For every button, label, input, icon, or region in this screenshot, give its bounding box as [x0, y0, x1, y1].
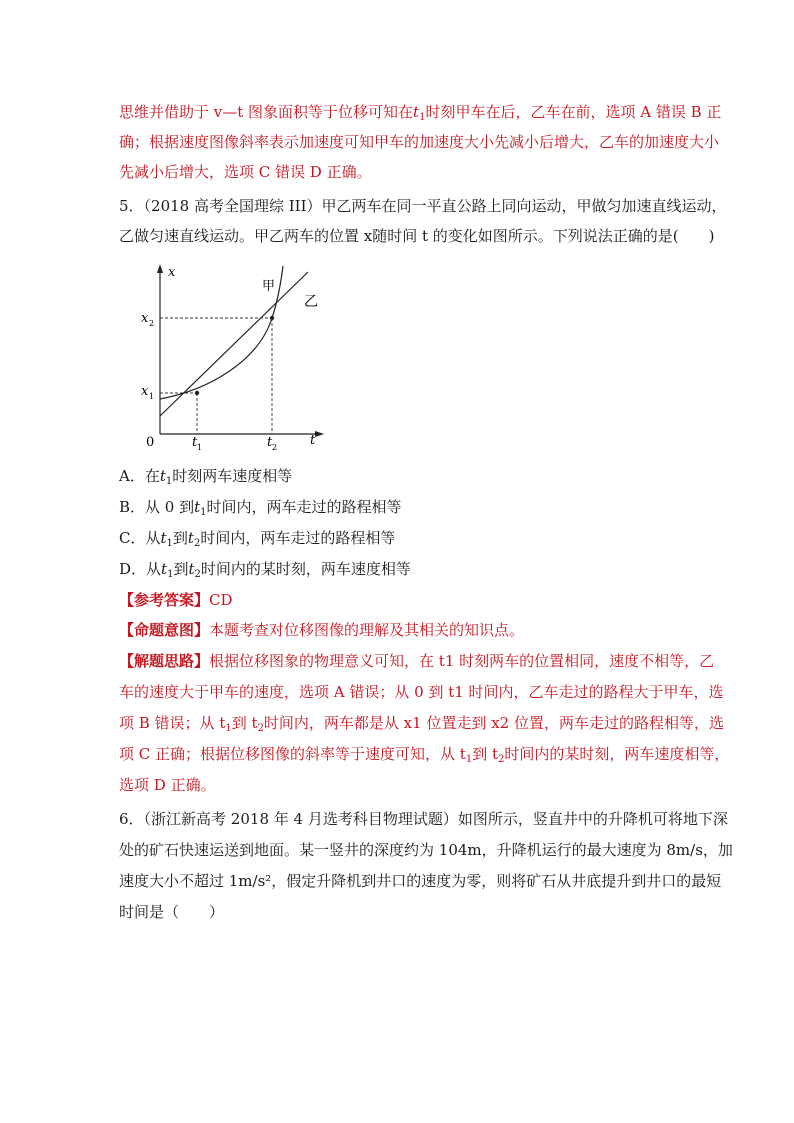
- q5-solution-line-1: 【解题思路】根据位移图象的物理意义可知，在 t1 时刻两车的位置相同，速度不相等，乙: [119, 652, 715, 670]
- curve-jia-label: 甲: [262, 279, 276, 294]
- x1-label: x: [141, 384, 149, 399]
- y-axis-label: x: [168, 265, 176, 280]
- q5-intent: 【命题意图】本题考查对位移图像的理解及其相关的知识点。: [119, 621, 525, 639]
- q5-option-d: D．从$t_1$到$t_2$时间内的某时刻，两车速度相等: [119, 560, 411, 580]
- prev-answer-line-1: 思维并借助于 v—t 图象面积等于位移可知在$t_1$时刻甲车在后，乙车在前，选项 A 错误 B 正: [119, 103, 722, 123]
- intersection-t2: [270, 316, 274, 320]
- y-axis-arrow: [157, 264, 163, 273]
- q5-solution-line-5: 选项 D 正确。: [119, 776, 216, 794]
- q5-position-time-graph: [138, 262, 338, 452]
- x1-label-sub: 1: [149, 392, 155, 401]
- x-axis-arrow: [315, 431, 324, 437]
- x2-label: x: [141, 311, 149, 326]
- origin-label: 0: [146, 435, 155, 450]
- t1-label: t: [192, 435, 198, 450]
- q5-option-b: B．从 0 到$t_1$时间内，两车走过的路程相等: [119, 498, 402, 518]
- q5-stem-line-2: 乙做匀速直线运动。甲乙两车的位置 x随时间 t 的变化如图所示。下列说法正确的是( ): [119, 227, 715, 245]
- q5-option-c: C．从$t_1$到$t_2$时间内，两车走过的路程相等: [119, 529, 396, 549]
- t1-label-sub: 1: [197, 443, 203, 452]
- x-axis-label: t: [310, 433, 316, 448]
- x2-label-sub: 2: [149, 319, 155, 328]
- intersection-t1: [195, 391, 199, 395]
- q6-stem-line-1: 6．（浙江新高考 2018 年 4 月选考科目物理试题）如图所示，竖直井中的升降机可将地下深: [119, 810, 728, 828]
- t2-label-sub: 2: [272, 443, 278, 452]
- q5-option-a: A．在$t_1$时刻两车速度相等: [119, 467, 293, 487]
- q6-stem-line-4: 时间是（ ）: [119, 903, 225, 921]
- line-yi-label: 乙: [304, 294, 318, 310]
- t2-label: t: [267, 435, 273, 450]
- line-yi: [160, 272, 308, 416]
- q6-stem-line-2: 处的矿石快速运送到地面。某一竖井的深度约为 104m，升降机运行的最大速度为 8m/s，加: [119, 841, 733, 859]
- q6-stem-line-3: 速度大小不超过 1m/s²，假定升降机到井口的速度为零，则将矿石从井底提升到井口的最短: [119, 872, 722, 890]
- q5-solution-line-2: 车的速度大于甲车的速度，选项 A 错误；从 0 到 t1 时间内，乙车走过的路程大于甲车，选: [119, 683, 724, 701]
- q5-answer: 【参考答案】CD: [119, 591, 233, 609]
- q5-solution-line-3: 项 B 错误；从 $t_1$到 $t_2$时间内，两车都是从 x1 位置走到 x2 位置，两车走过的路程相等，选: [119, 714, 724, 734]
- q5-stem-line-1: 5．（2018 高考全国理综 III）甲乙两车在同一平直公路上同向运动，甲做匀加速直线运动，: [119, 197, 727, 215]
- prev-answer-line-2: 确；根据速度图像斜率表示加速度可知甲车的加速度大小先减小后增大，乙车的加速度大小: [119, 133, 720, 151]
- prev-answer-line-3: 先减小后增大，选项 C 错误 D 正确。: [119, 163, 372, 181]
- q5-solution-line-4: 项 C 正确；根据位移图像的斜率等于速度可知，从 $t_1$到 $t_2$时间内的某时刻，两车速度相等，: [119, 745, 730, 765]
